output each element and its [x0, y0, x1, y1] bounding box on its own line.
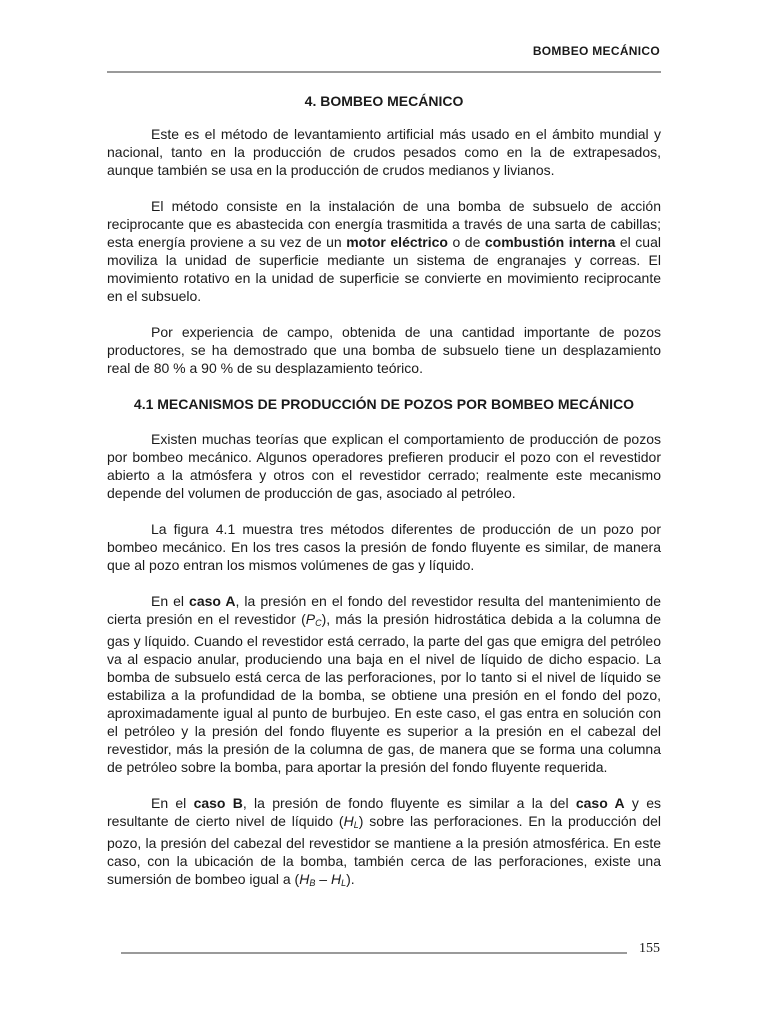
text-run: , la presión de fondo fluyente es similar a la del: [242, 795, 576, 811]
text-run: , la presión en el fondo del revestidor resulta del mantenimiento de cierta presión en el revestidor (: [107, 593, 662, 627]
section-title: 4. BOMBEO MECÁNICO: [304, 93, 464, 109]
text-run: o de: [447, 234, 485, 250]
subsection-title: 4.1 MECANISMOS DE PRODUCCIÓN DE POZOS POR BOMBEO MECÁNICO: [133, 396, 635, 412]
bold-term-motor: motor eléctrico: [346, 234, 448, 250]
variable-hl: $H_L$: [330, 871, 347, 888]
bold-case-b: caso B: [193, 795, 243, 811]
running-header: BOMBEO MECÁNICO: [532, 44, 660, 58]
paragraph-theories: Existen muchas teorías que explican el comportamiento de producción de pozos por bombeo mecánico. Algunos operadores prefieren producir el pozo con el revestidor abierto a la atmósfera y otros con el revestidor cerrado; realmente este mecanismo depende del volumen de producción de gas, asociado al petróleo.: [107, 431, 661, 501]
text-run: –: [315, 871, 331, 887]
text-run: ) sobre las perforaciones. En la producción del pozo, la presión del cabezal del revestidor se mantiene a la presión atmosférica. En este caso, con la ubicación de la bomba, también cerca de las perforaciones, existe una sumersión de bombeo igual a (: [107, 813, 661, 887]
text-run: el cual moviliza la unidad de superficie mediante un sistema de engranajes y correas. El movimiento rotativo en la unidad de superficie se convierte en movimiento reciprocante en el subsuelo.: [107, 234, 661, 304]
header-rule: [107, 71, 661, 73]
variable-hl: $H_L$: [343, 813, 359, 830]
bold-term-combustion: combustión interna: [484, 234, 616, 250]
text-run: ).: [346, 871, 355, 887]
paragraph-case-a: [107, 592, 661, 776]
text-run: y es resultante de cierto nivel de líquido (: [107, 795, 661, 829]
page-number: 155: [639, 941, 660, 956]
text-run: En el: [151, 593, 190, 609]
paragraph-figure-ref: La figura 4.1 muestra tres métodos diferentes de producción de un pozo por bombeo mecánico. En los tres casos la presión de fondo fluyente es similar, de manera que al pozo entran los mismos volúmenes de gas y líquido.: [107, 521, 661, 573]
bold-case-a-ref: caso A: [575, 795, 625, 811]
page-body: [107, 92, 661, 910]
paragraph-intro: Este es el método de levantamiento artificial más usado en el ámbito mundial y nacional, tanto en la producción de crudos pesados como en la de extrapesados, aunque también se usa en la producción de crudos medianos y livianos.: [107, 126, 661, 178]
variable-hb: $H_B$: [299, 871, 316, 888]
paragraph-experience: Por experiencia de campo, obtenida de una cantidad importante de pozos productores, se ha demostrado que una bomba de subsuelo tiene un desplazamiento real de 80 % a 90 % de su desplazamiento teórico.: [107, 324, 661, 376]
paragraph-case-b: [107, 794, 661, 892]
text-run: En el: [151, 795, 194, 811]
bold-case-a: caso A: [189, 593, 236, 609]
text-run: ), más la presión hidrostática debida a la columna de gas y líquido. Cuando el revestidor está cerrado, la parte del gas que emigra del petróleo va al espacio anular, produciendo una baja en el nivel de líquido de dicho espacio. La bomba de subsuelo está cerca de las perforaciones, por lo tanto si el nivel de líquido se estabiliza a la profundidad de la bomba, se obtiene una presión en el fondo del pozo, aproximadamente igual al punto de burbujeo. En este caso, el gas entra en solución con el petróleo y la presión del fondo fluyente es superior a la presión en el cabezal del revestidor, más la presión de la columna de gas, de manera que se forma una columna de petróleo sobre la bomba, para aportar la presión del fondo fluyente requerida.: [107, 611, 661, 775]
footer-rule: [121, 952, 627, 954]
paragraph-method: [107, 197, 661, 305]
variable-pc: $P_C$: [305, 611, 322, 628]
text-run: El método consiste en la instalación de una bomba de subsuelo de acción reciprocante que es abastecida con energía trasmitida a través de una sarta de cabillas; esta energía proviene a su vez de un: [107, 198, 661, 250]
